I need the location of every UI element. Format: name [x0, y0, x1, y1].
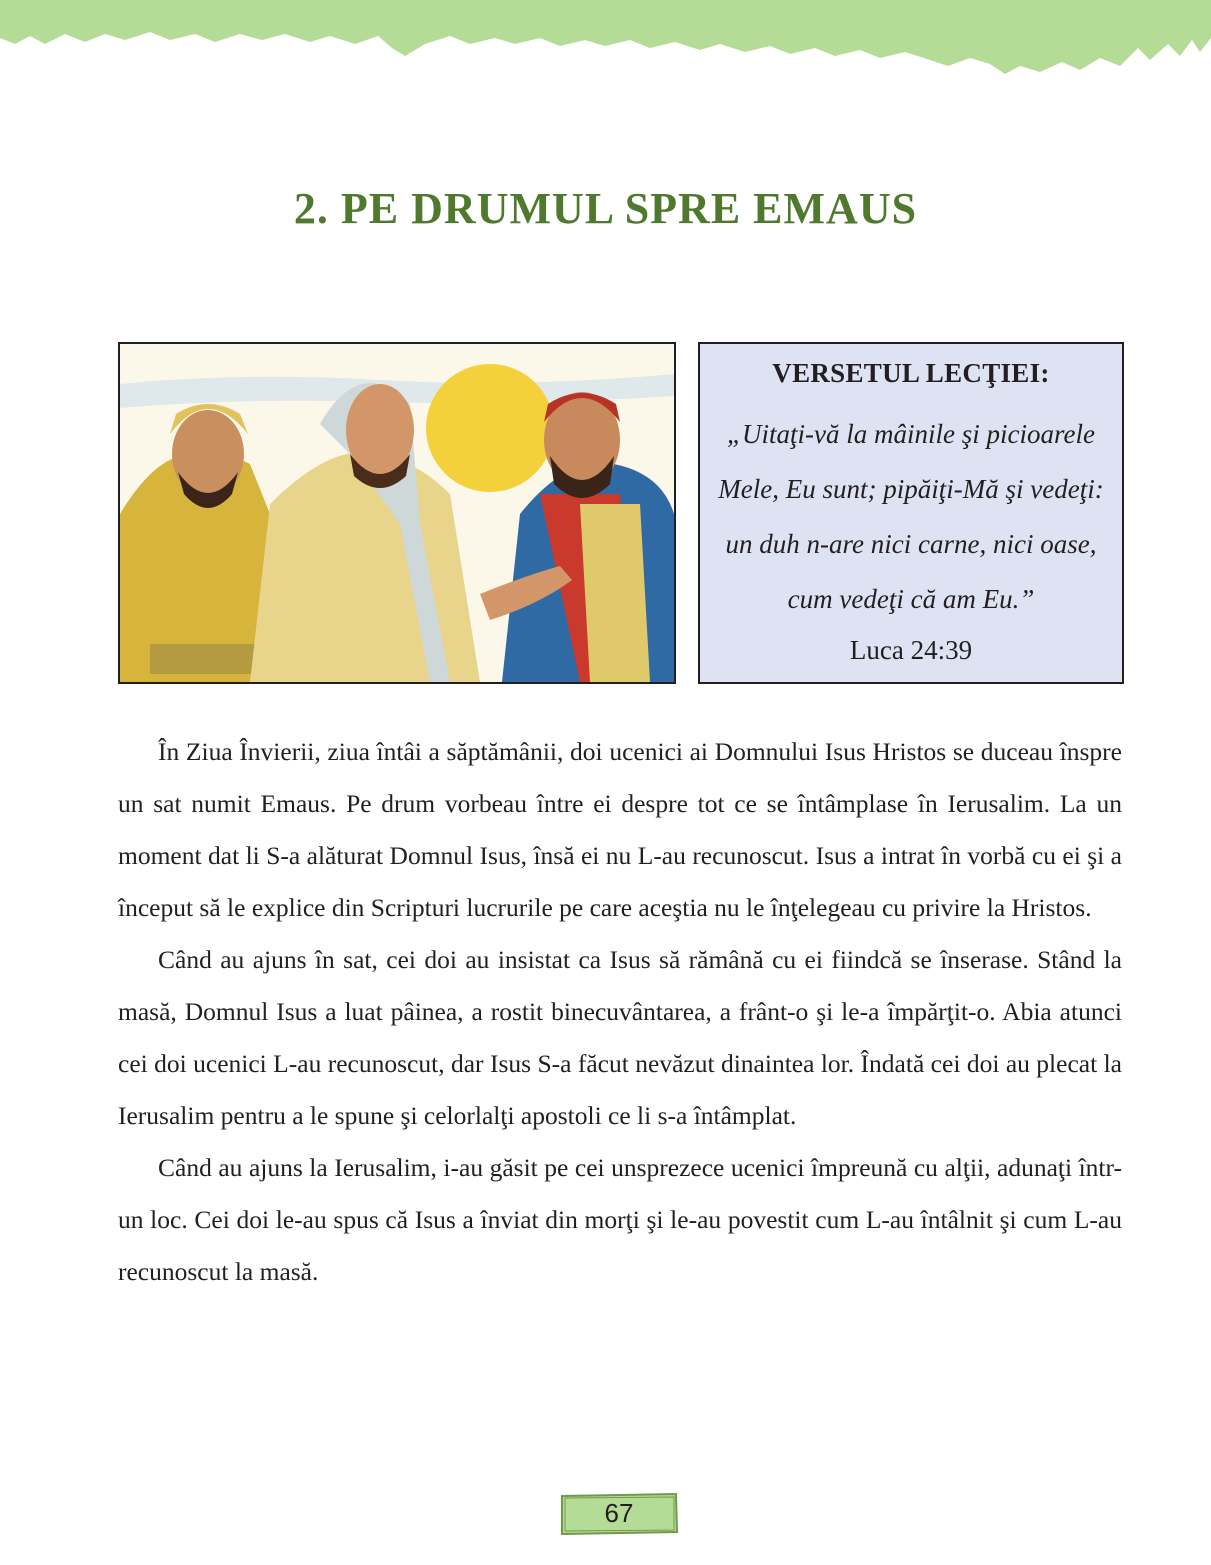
decorative-top-band — [0, 0, 1211, 80]
lesson-illustration — [118, 342, 676, 684]
verse-text: „Uitaţi-vă la mâinile şi picioarele Mele, Eu sunt; pipăiţi-Mă şi vedeţi: un duh n-are nici carne, nici oase, cum vedeţi că am Eu.” — [718, 419, 1104, 614]
page-number: 67 — [604, 1498, 634, 1528]
body-paragraph: În Ziua Învierii, ziua întâi a săptămânii, doi ucenici ai Domnului Isus Hristos se duceau înspre un sat numit Emaus. Pe drum vorbeau între ei despre tot ce se întâmplase în Ierusalim. La un moment dat li S-a alăturat Domnul Isus, însă ei nu L-au recunoscut. Isus a intrat în vorbă cu ei şi a început să le explice din Scripturi lucrurile pe care aceştia nu le înţelegeau cu privire la Hristos. — [118, 737, 1122, 922]
body-paragraph: Când au ajuns la Ierusalim, i-au găsit pe cei unsprezece ucenici împreună cu alţii, adunaţi într-un loc. Cei doi le-au spus că Isus a înviat din morţi şi le-au povestit cum L-au întâlnit şi cum L-au recunoscut la masă. — [118, 1153, 1122, 1286]
lesson-body — [118, 726, 1122, 1298]
verse-heading: VERSETUL LECŢIEI: — [772, 358, 1050, 388]
verse-reference: Luca 24:39 — [849, 635, 973, 665]
lesson-title: 2. PE DRUMUL SPRE EMAUS — [293, 184, 918, 233]
lesson-verse-box — [698, 342, 1124, 684]
page-number-badge — [560, 1492, 678, 1536]
body-paragraph: Când au ajuns în sat, cei doi au insistat ca Isus să rămână cu ei fiindcă se înserase. Stând la masă, Domnul Isus a luat pâinea, a rostit binecuvântarea, a frânt-o şi le-a împărţit-o. Abia atunci cei doi ucenici L-au recunoscut, dar Isus S-a făcut nevăzut dinaintea lor. Îndată cei doi au plecat la Ierusalim pentru a le spune şi celorlalţi apostoli ce li s-a întâmplat. — [118, 945, 1122, 1130]
